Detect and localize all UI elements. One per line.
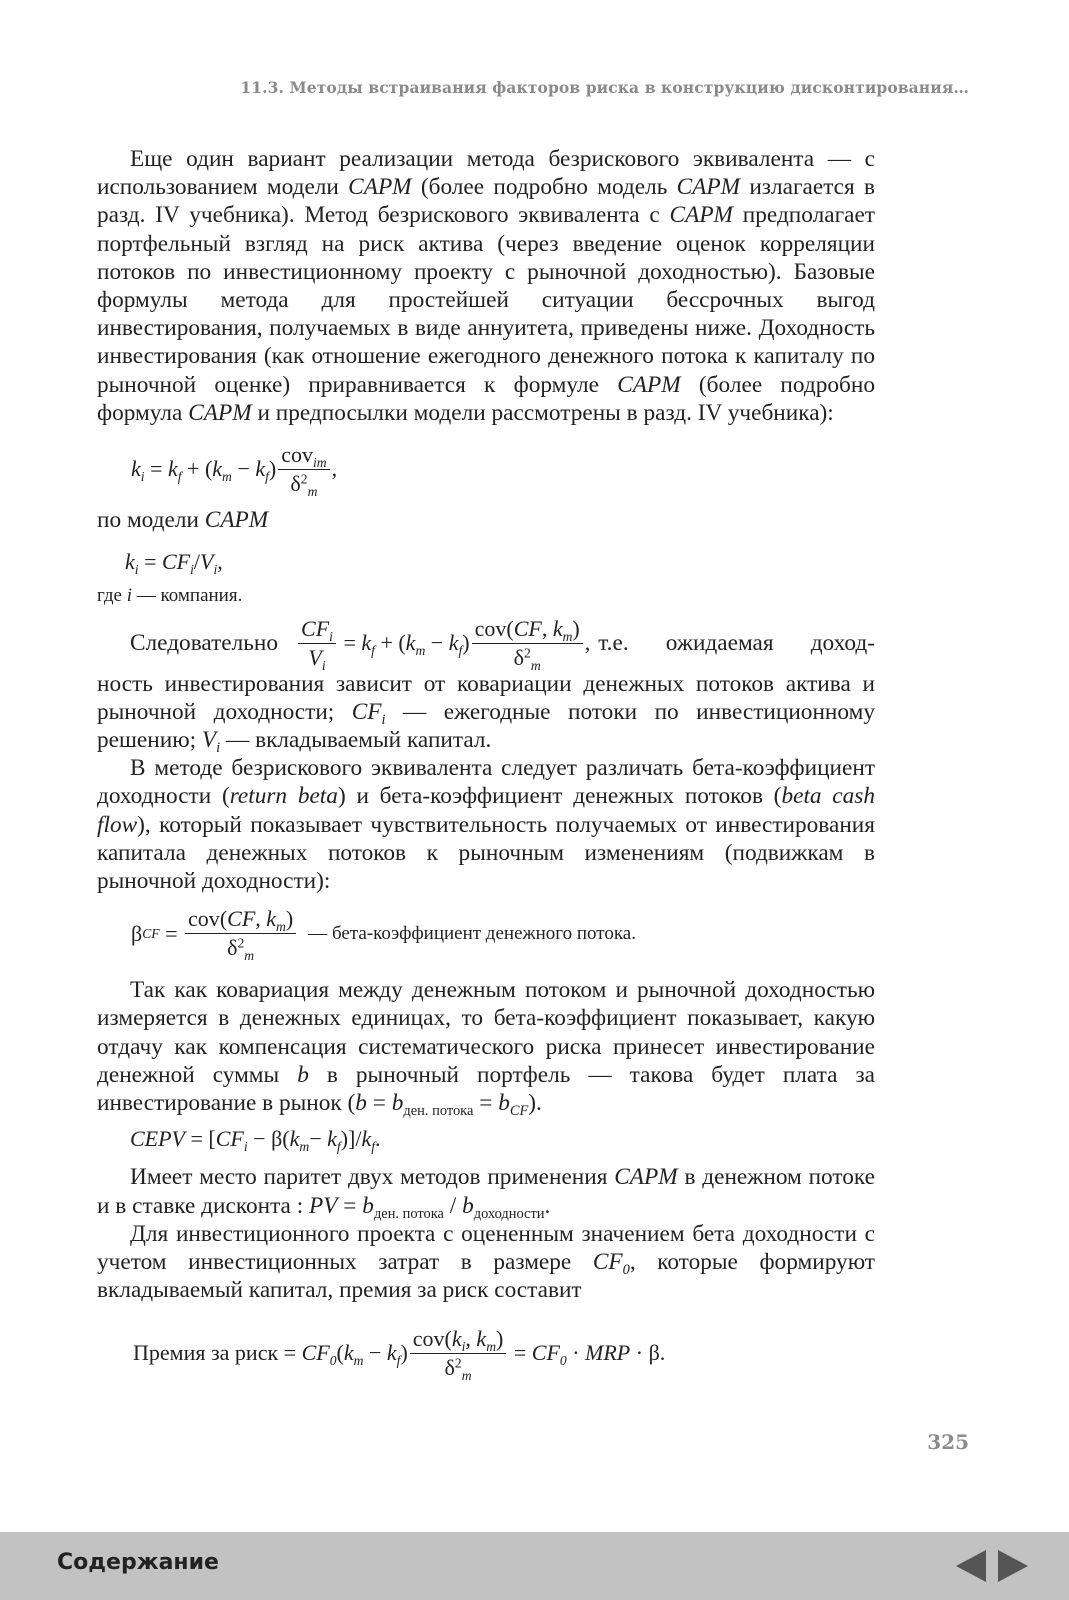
cepv-formula: CEPV = [ $CF_i$ − β( $k_m$ − $k_f$ )]/ $k_f$ .	[130, 1126, 381, 1155]
paragraph-intro: Еще один вариант реализации метода безрискового эквивалента — с использованием модели CAPM (более подробно модель CAPM излагается в разд. IV учебника). Метод безрискового эквивалента с CAPM предполагает портфельный взгляд на риск актива (через введение оценок корреляции потоков по инвестиционному проекту с рыночной доходностью). Базовые формулы метода для простейшей ситуации бессрочных выгод инвестирования, получаемых в виде аннуитета, приведены ниже. Доходность инвестирования (как отношение ежегодного денежного потока к капиталу по рыночной оценке) приравнивается к формуле CAPM (более подробно формула CAPM и предпосылки модели рассмотрены в разд. IV учебника):	[97, 146, 875, 426]
running-header: 11.3. Методы встраивания факторов риска в конструкцию дисконтирования…	[240, 78, 969, 97]
risk-premium-formula: Премия за риск = $CF_0$ ( $k_m$ − $k_f$ ) $\frac{cov(k_i, k_m)}{\delta^2_m}$ = $CF_0$ · MRP · β.	[133, 1325, 666, 1383]
paragraph-monetary-units: Так как ковариация между денежным потоком и рыночной доходностью измеряется в денежных единицах, то бета-коэффициент показывает, какую отдачу как компенсация систематического риска принесет инвестирование денежной суммы b в рыночный портфель — такова будет плата за инвестирование в рынок $(b = b_{ден. потока} = b_{CF})$.	[97, 977, 876, 1120]
paragraph-parity: Имеет место паритет двух методов применения CAPM в денежном потоке и в ставке дисконта : PV = $b_{ден. потока} / b_{доходности}$.	[97, 1164, 875, 1222]
consequence-formula: $\frac{CF_i}{V_i}$ = $k_f$ + ( $k_m$ − $k_f$ ) $\frac{cov(CF, k_m)}{\delta^2_m}$ ,	[296, 617, 590, 670]
beta-cf-formula: β CF = $\frac{cov(CF, k_m)}{\delta^2_m}$ — бета-коэффициент денежного потока.	[131, 906, 636, 964]
where-note: где i — компания.	[97, 585, 243, 607]
paragraph-beta-types: В методе безрискового эквивалента следует различать бета-коэффициент доходности (return beta) и бета-коэффициент денежных потоков (beta cash flow), который показывает чувствительность получаемых от инвестирования капитала денежных потоков к рыночным изменениям (подвижкам в рыночной доходности):	[97, 755, 876, 895]
capm-formula: $k_i$ = $k_f$ + ( $k_m$ − $k_f$ ) $\frac{cov_{im}}{\delta^2_m}$ ,	[131, 442, 338, 499]
arrow-left-icon[interactable]	[954, 1548, 988, 1584]
consequence-line: Следовательно $\frac{CF_i}{V_i}$ = $k_f$ + ( $k_m$ − $k_f$ ) $\frac{cov(CF, k_m)}{\delta^2_m}$ , т.е. ожидаемая доход-	[130, 615, 875, 673]
page-body	[97, 145, 876, 1383]
yield-formula: $k_i$ = $CF_i$ / $V_i$ ,	[125, 549, 223, 577]
arrow-right-icon[interactable]	[996, 1548, 1030, 1584]
paragraph-investment-project: Для инвестиционного проекта с оцененным значением бета доходности с учетом инвестиционных затрат в размере $CF_0$, которые формируют вкладываемый капитал, премия за риск составит	[97, 1220, 875, 1304]
toc-link[interactable]: Содержание	[57, 1550, 219, 1575]
paragraph-by-model: по модели CAPM	[97, 507, 269, 534]
bottom-navigation-bar	[0, 1532, 1069, 1600]
paragraph-covariance: ность инвестирования зависит от ковариации денежных потоков актива и рыночной доходности; $CF_i$ — ежегодные потоки по инвестиционному решению; $V_i$ — вкладываемый капитал.	[97, 670, 875, 757]
page-number: 325	[927, 1430, 969, 1454]
